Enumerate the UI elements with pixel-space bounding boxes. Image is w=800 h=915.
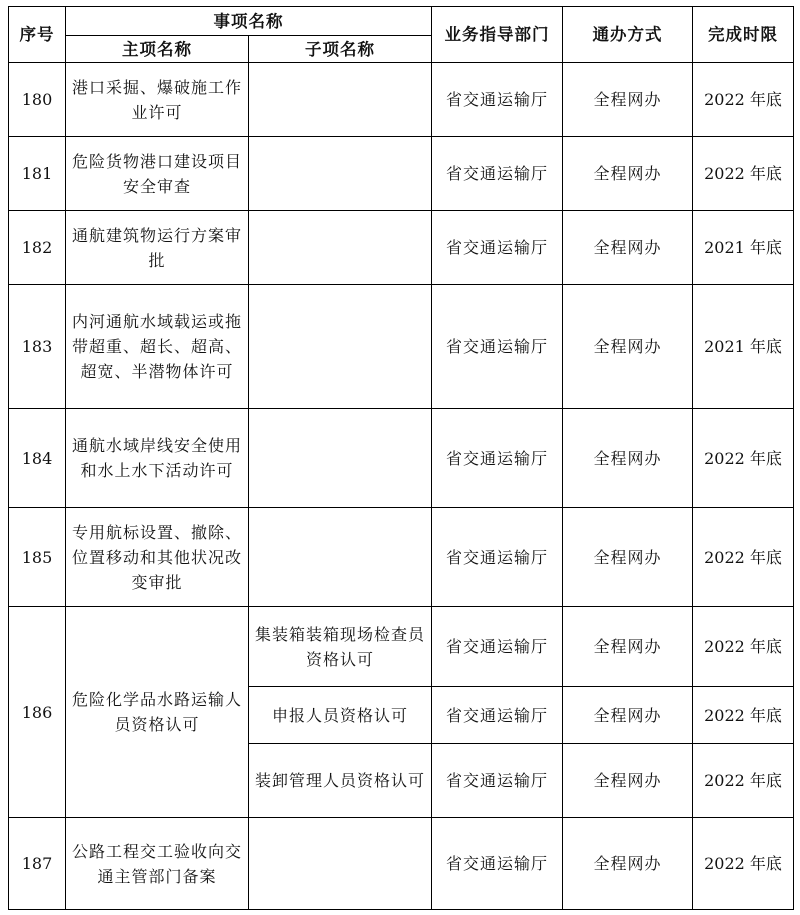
sub-item-cell	[249, 409, 432, 508]
table-row	[9, 137, 794, 211]
dept-cell: 省交通运输厅	[432, 607, 563, 687]
deadline-cell: 2022 年底	[693, 508, 794, 607]
method-cell: 全程网办	[563, 409, 693, 508]
service-items-table	[8, 6, 794, 910]
sub-item-cell: 申报人员资格认可	[249, 687, 432, 744]
dept-cell: 省交通运输厅	[432, 744, 563, 818]
method-cell: 全程网办	[563, 818, 693, 910]
sub-item-cell	[249, 818, 432, 910]
seq-cell: 181	[9, 137, 66, 211]
deadline-cell: 2022 年底	[693, 818, 794, 910]
main-item-cell: 港口采掘、爆破施工作业许可	[66, 63, 249, 137]
sub-item-cell	[249, 508, 432, 607]
deadline-cell: 2022 年底	[693, 744, 794, 818]
deadline-cell: 2022 年底	[693, 607, 794, 687]
dept-cell: 省交通运输厅	[432, 63, 563, 137]
deadline-cell: 2021 年底	[693, 285, 794, 409]
header-main-item: 主项名称	[66, 36, 249, 63]
table-row	[9, 211, 794, 285]
dept-cell: 省交通运输厅	[432, 285, 563, 409]
method-cell: 全程网办	[563, 744, 693, 818]
main-item-cell: 通航建筑物运行方案审批	[66, 211, 249, 285]
deadline-cell: 2021 年底	[693, 211, 794, 285]
header-method: 通办方式	[563, 7, 693, 63]
seq-cell: 183	[9, 285, 66, 409]
table-row	[9, 818, 794, 910]
header-deadline: 完成时限	[693, 7, 794, 63]
sub-item-cell	[249, 63, 432, 137]
table-row	[9, 607, 794, 687]
dept-cell: 省交通运输厅	[432, 137, 563, 211]
dept-cell: 省交通运输厅	[432, 409, 563, 508]
seq-cell: 187	[9, 818, 66, 910]
method-cell: 全程网办	[563, 687, 693, 744]
method-cell: 全程网办	[563, 211, 693, 285]
dept-cell: 省交通运输厅	[432, 818, 563, 910]
main-item-cell: 专用航标设置、撤除、位置移动和其他状况改变审批	[66, 508, 249, 607]
header-dept: 业务指导部门	[432, 7, 563, 63]
dept-cell: 省交通运输厅	[432, 687, 563, 744]
header-item-group: 事项名称	[66, 7, 432, 36]
main-item-cell: 内河通航水域载运或拖带超重、超长、超高、超宽、半潜物体许可	[66, 285, 249, 409]
sub-item-cell: 集装箱装箱现场检查员资格认可	[249, 607, 432, 687]
header-row-top	[9, 7, 794, 36]
dept-cell: 省交通运输厅	[432, 508, 563, 607]
header-sub-item: 子项名称	[249, 36, 432, 63]
table-row	[9, 63, 794, 137]
method-cell: 全程网办	[563, 137, 693, 211]
method-cell: 全程网办	[563, 508, 693, 607]
main-item-cell: 危险货物港口建设项目安全审查	[66, 137, 249, 211]
seq-cell: 185	[9, 508, 66, 607]
header-seq: 序号	[9, 7, 66, 63]
seq-cell: 182	[9, 211, 66, 285]
table-row	[9, 508, 794, 607]
sub-item-cell	[249, 137, 432, 211]
deadline-cell: 2022 年底	[693, 687, 794, 744]
main-item-cell: 通航水域岸线安全使用和水上水下活动许可	[66, 409, 249, 508]
deadline-cell: 2022 年底	[693, 63, 794, 137]
seq-cell: 180	[9, 63, 66, 137]
sub-item-cell	[249, 211, 432, 285]
deadline-cell: 2022 年底	[693, 409, 794, 508]
method-cell: 全程网办	[563, 285, 693, 409]
seq-cell: 186	[9, 607, 66, 818]
main-item-cell: 危险化学品水路运输人员资格认可	[66, 607, 249, 818]
table-row	[9, 285, 794, 409]
sub-item-cell	[249, 285, 432, 409]
table-row	[9, 409, 794, 508]
sub-item-cell: 装卸管理人员资格认可	[249, 744, 432, 818]
deadline-cell: 2022 年底	[693, 137, 794, 211]
method-cell: 全程网办	[563, 607, 693, 687]
method-cell: 全程网办	[563, 63, 693, 137]
main-item-cell: 公路工程交工验收向交通主管部门备案	[66, 818, 249, 910]
seq-cell: 184	[9, 409, 66, 508]
dept-cell: 省交通运输厅	[432, 211, 563, 285]
